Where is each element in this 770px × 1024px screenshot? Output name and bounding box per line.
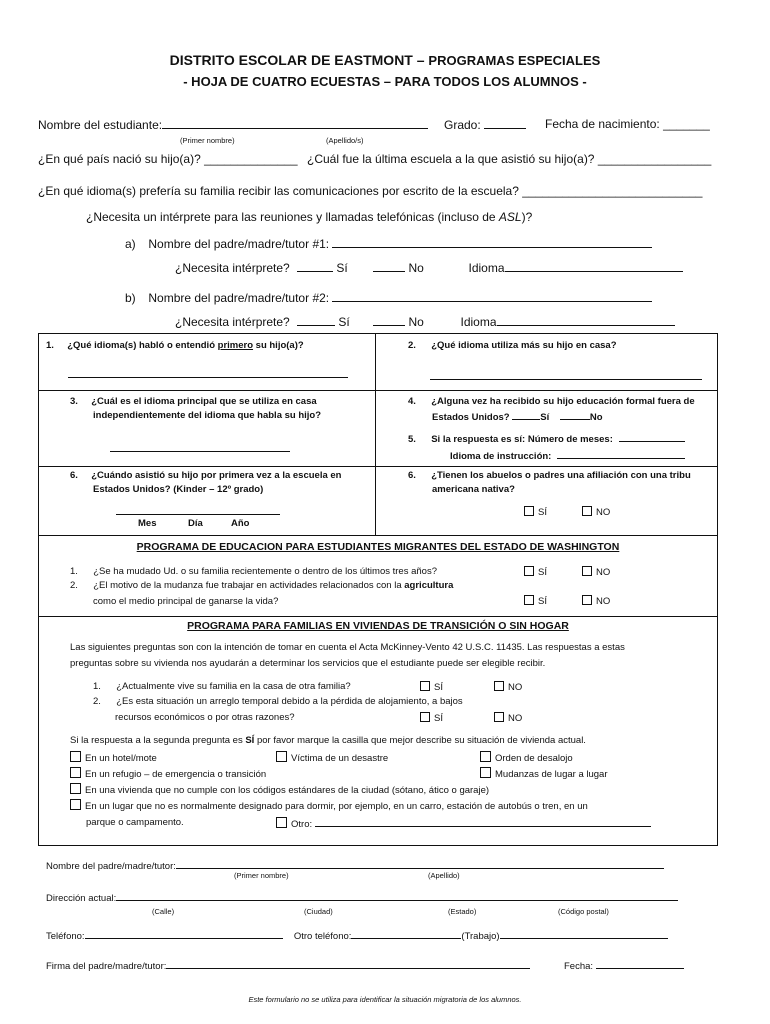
guardian-1-row: a) Nombre del padre/madre/tutor #1: (125, 236, 652, 251)
option-otro[interactable]: Otro: (276, 817, 651, 830)
address-state-hint: (Estado) (448, 907, 477, 916)
migrant-q2-no[interactable]: NO (582, 595, 610, 607)
address-row: Dirección actual: (46, 891, 678, 904)
migrant-section-title: PROGRAMA DE EDUCACION PARA ESTUDIANTES MIGRANTES DEL ESTADO DE WASHINGTON (136, 541, 620, 553)
signature-row: Firma del padre/madre/tutor: (46, 959, 530, 972)
checkbox-icon[interactable] (494, 681, 504, 691)
migrant-q2-line2: como el medio principal de ganarse la vida? (93, 596, 279, 607)
transition-q2: 2. ¿Es esta situación un arreglo temporal debido a la pérdida de alojamiento, a bajos (93, 696, 463, 707)
checkbox-icon[interactable] (524, 566, 534, 576)
checkbox-icon[interactable] (582, 506, 592, 516)
grade-field[interactable] (484, 117, 526, 129)
q6-row: 6. ¿Cuándo asistió su hijo por primera vez a la escuela en (70, 470, 342, 481)
first-name-hint: (Primer nombre) (180, 136, 235, 145)
interpreter-question: ¿Necesita un intérprete para las reuniones y llamadas telefónicas (incluso de ASL)? (86, 210, 533, 224)
guardian-1-no-field[interactable] (373, 260, 405, 272)
q1-row: 1. ¿Qué idioma(s) habló o entendió primero su hijo(a)? (46, 340, 304, 351)
migrant-q1: 1. ¿Se ha mudado Ud. o su familia recientemente o dentro de los últimos tres años? (70, 566, 437, 577)
guardian-2-name-field[interactable] (332, 290, 652, 302)
phone-row: Teléfono: Otro teléfono: (Trabajo) (46, 929, 668, 942)
date-field[interactable] (596, 959, 684, 969)
student-name-field[interactable] (162, 117, 428, 129)
country-question[interactable]: ¿En qué país nació su hijo(a)? ______________ (38, 152, 298, 166)
checkbox-icon[interactable] (420, 712, 430, 722)
q5-language-field[interactable] (557, 449, 685, 459)
transition-section-title: PROGRAMA PARA FAMILIAS EN VIVIENDAS DE TRANSICIÓN O SIN HOGAR (187, 620, 569, 632)
transition-intro-line2: preguntas sobre su vivienda nos ayudarán a determinar los servicios que el estudiante puede ser elegible recibir. (70, 658, 546, 669)
work-phone-field[interactable] (500, 929, 668, 939)
last-name-hint: (Apellido/s) (326, 136, 364, 145)
guardian-2-interpreter-row: ¿Necesita intérprete? Sí No Idioma (175, 314, 675, 329)
parent-name-row: Nombre del padre/madre/tutor: (46, 859, 664, 872)
transition-q1-si[interactable]: SÍ (420, 681, 443, 693)
parent-first-hint: (Primer nombre) (234, 871, 289, 880)
form-subtitle: - HOJA DE CUATRO ECUESTAS – PARA TODOS LOS ALUMNOS - (183, 74, 587, 89)
address-city-hint: (Ciudad) (304, 907, 333, 916)
date-row: Fecha: (564, 959, 684, 972)
q3-row-line2: independientemente del idioma que habla su hijo? (93, 410, 322, 421)
parent-name-field[interactable] (176, 859, 664, 869)
guardian-1-si-field[interactable] (297, 260, 333, 272)
q6-day-hint: Día (188, 518, 203, 529)
checkbox-icon[interactable] (276, 751, 287, 762)
checkbox-icon[interactable] (420, 681, 430, 691)
q5-months-field[interactable] (619, 432, 685, 442)
checkbox-icon[interactable] (70, 783, 81, 794)
checkbox-icon[interactable] (524, 595, 534, 605)
last-school-question[interactable]: ¿Cuál fue la última escuela a la que asistió su hijo(a)? _________________ (307, 152, 712, 166)
option-lugar[interactable]: En un lugar que no es normalmente designado para dormir, por ejemplo, en un carro, estación de autobús o tren, en un (70, 799, 588, 812)
transition-intro-line1: Las siguientes preguntas son con la intención de tomar en cuenta el Acta McKinney-Vento 42 U.S.C. 11435. Las respuestas a estas (70, 642, 625, 653)
option-mudanzas[interactable]: Mudanzas de lugar a lugar (480, 767, 608, 780)
q3-row: 3. ¿Cuál es el idioma principal que se utiliza en casa (70, 396, 317, 407)
parent-last-hint: (Apellido) (428, 871, 460, 880)
footer-note: Este formulario no se utiliza para identificar la situación migratoria de los alumnos. (248, 995, 522, 1004)
option-vivienda[interactable]: En una vivienda que no cumple con los códigos estándares de la ciudad (sótano, ático o garaje) (70, 783, 489, 796)
transition-q1-no[interactable]: NO (494, 681, 522, 693)
transition-q2-no[interactable]: NO (494, 712, 522, 724)
checkbox-icon[interactable] (582, 595, 592, 605)
address-street-hint: (Calle) (152, 907, 175, 916)
transition-q1: 1. ¿Actualmente vive su familia en la casa de otra familia? (93, 681, 351, 692)
q5-row-line2: Idioma de instrucción: (450, 449, 685, 462)
dob-field[interactable]: Fecha de nacimiento: _______ (545, 117, 710, 131)
q6-row-line2: Estados Unidos? (Kinder – 12º grado) (93, 484, 264, 495)
language-preference-question[interactable]: ¿En qué idioma(s) prefería su familia recibir las comunicaciones por escrito de la escuela? ___________________________ (38, 184, 703, 198)
checkbox-icon[interactable] (480, 751, 491, 762)
q4-si-field[interactable] (512, 410, 540, 420)
option-hotel[interactable]: En un hotel/mote (70, 751, 157, 764)
q5-row: 5. Si la respuesta es sí: Número de meses: (408, 432, 685, 445)
guardian-2-no-field[interactable] (373, 314, 405, 326)
guardian-2-language-field[interactable] (497, 314, 675, 326)
checkbox-icon[interactable] (70, 767, 81, 778)
q6-month-hint: Mes (138, 518, 157, 529)
q4-row-line2: Estados Unidos? Sí No (432, 412, 603, 423)
other-phone-field[interactable] (351, 929, 461, 939)
q2-answer-line[interactable] (430, 379, 702, 380)
q2-row: 2. ¿Qué idioma utiliza más su hijo en casa? (408, 340, 617, 351)
checkbox-icon[interactable] (276, 817, 287, 828)
migrant-q1-si[interactable]: SÍ (524, 566, 547, 578)
q1-answer-line[interactable] (68, 377, 348, 378)
guardian-1-name-field[interactable] (332, 236, 652, 248)
transition-instructions: Si la respuesta a la segunda pregunta es SÍ por favor marque la casilla que mejor describe su situación de vivienda actual. (70, 735, 586, 746)
q6b-si-option[interactable]: SÍ (524, 506, 547, 518)
grade-label: Grado: (444, 118, 481, 132)
q6b-row-line2: americana nativa? (432, 484, 515, 495)
signature-field[interactable] (166, 959, 530, 969)
option-desalojo[interactable]: Orden de desalojo (480, 751, 573, 764)
q3-answer-line[interactable] (110, 451, 290, 452)
grade-row (444, 117, 526, 132)
q4-no-field[interactable] (560, 410, 590, 420)
checkbox-icon[interactable] (480, 767, 491, 778)
q6-date-line[interactable] (116, 514, 280, 515)
otro-field[interactable] (315, 817, 651, 827)
option-lugar-line2: parque o campamento. (86, 817, 184, 828)
student-name-label: Nombre del estudiante: (38, 118, 163, 132)
guardian-1-language-field[interactable] (505, 260, 683, 272)
phone-field[interactable] (85, 929, 283, 939)
guardian-2-row: b) Nombre del padre/madre/tutor #2: (125, 290, 652, 305)
form-title: DISTRITO ESCOLAR DE EASTMONT – PROGRAMAS ESPECIALES (169, 52, 601, 68)
address-postal-hint: (Código postal) (558, 907, 609, 916)
option-victima[interactable]: Víctima de un desastre (276, 751, 388, 764)
checkbox-icon[interactable] (494, 712, 504, 722)
guardian-1-interpreter-row: ¿Necesita intérprete? Sí No Idioma (175, 260, 683, 275)
student-name-row (38, 117, 428, 132)
option-refugio[interactable]: En un refugio – de emergencia o transición (70, 767, 266, 780)
q6b-row: 6. ¿Tienen los abuelos o padres una afiliación con una tribu (408, 470, 691, 481)
guardian-2-si-field[interactable] (297, 314, 335, 326)
checkbox-icon[interactable] (70, 799, 81, 810)
address-field[interactable] (116, 891, 678, 901)
transition-q2-si[interactable]: SÍ (420, 712, 443, 724)
transition-q2-line2: recursos económicos o por otras razones? (115, 712, 295, 723)
migrant-q2-si[interactable]: SÍ (524, 595, 547, 607)
q4-row: 4. ¿Alguna vez ha recibido su hijo educación formal fuera de (408, 396, 695, 407)
checkbox-icon[interactable] (582, 566, 592, 576)
q6-year-hint: Año (231, 518, 250, 529)
checkbox-icon[interactable] (524, 506, 534, 516)
migrant-q2: 2. ¿El motivo de la mudanza fue trabajar en actividades relacionados con la agricultura (70, 580, 454, 591)
q6b-no-option[interactable]: NO (582, 506, 610, 518)
checkbox-icon[interactable] (70, 751, 81, 762)
migrant-q1-no[interactable]: NO (582, 566, 610, 578)
